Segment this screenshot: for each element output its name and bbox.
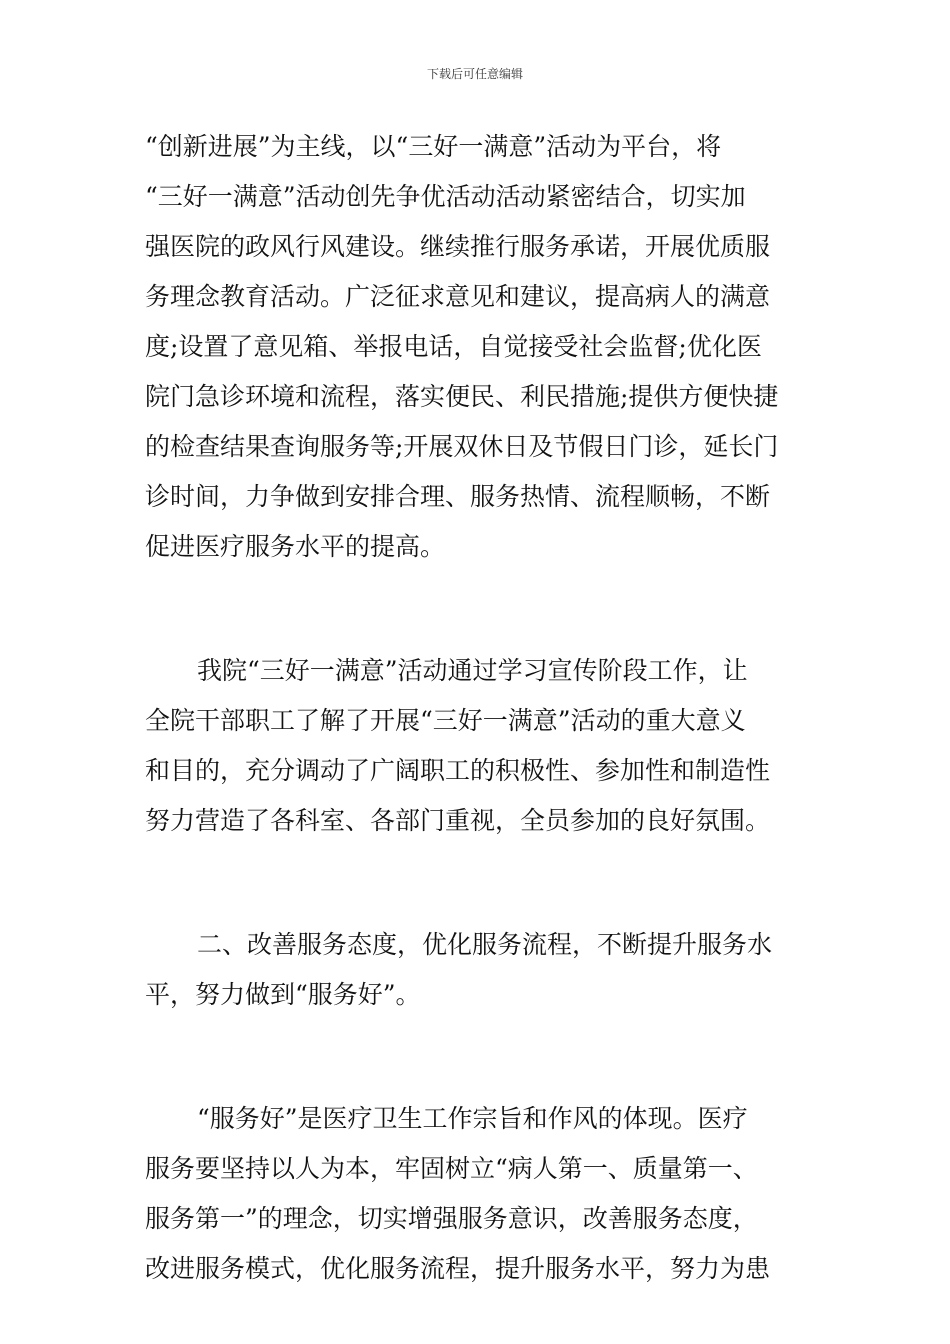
paragraph-spacer — [145, 1020, 810, 1094]
text-line: 服务要坚持以人为本，牢固树立“病人第一、质量第一、 — [145, 1154, 758, 1183]
paragraph-3-heading — [145, 920, 810, 1020]
paragraph-spacer — [145, 572, 810, 646]
text-line: 诊时间，力争做到安排合理、服务热情、流程顺畅，不断 — [145, 482, 771, 511]
paragraph-1 — [145, 122, 810, 572]
document-body — [145, 122, 810, 1294]
text-line: 服务第一”的理念，切实增强服务意识，改善服务态度， — [145, 1204, 758, 1233]
text-line: 改进服务模式，优化服务流程，提升服务水平，努力为患 — [145, 1254, 771, 1283]
text-line: “服务好”是医疗卫生工作宗旨和作风的体现。医疗 — [197, 1104, 748, 1133]
page-header: 下载后可任意编辑 — [426, 67, 523, 81]
paragraph-2 — [145, 646, 810, 846]
text-line: 全院干部职工了解了开展“三好一满意”活动的重大意义 — [145, 706, 746, 735]
text-line: 度;设置了意见箱、举报电话，自觉接受社会监督;优化医 — [145, 332, 762, 361]
text-line: 的检查结果查询服务等;开展双休日及节假日门诊，延长门 — [145, 432, 779, 461]
text-line: “三好一满意”活动创先争优活动活动紧密结合，切实加 — [145, 182, 746, 211]
paragraph-spacer — [145, 846, 810, 920]
text-line: 平，努力做到“服务好”。 — [145, 980, 421, 1009]
text-line: 务理念教育活动。广泛征求意见和建议，提高病人的满意 — [145, 282, 771, 311]
paragraph-4 — [145, 1094, 810, 1294]
text-line: 强医院的政风行风建设。继续推行服务承诺，开展优质服 — [145, 232, 771, 261]
text-line: 和目的，充分调动了广阔职工的积极性、参加性和制造性 — [145, 756, 771, 785]
text-line: 努力营造了各科室、各部门重视，全员参加的良好氛围。 — [145, 806, 771, 835]
text-line: 院门急诊环境和流程，落实便民、利民措施;提供方便快捷 — [145, 382, 779, 411]
text-line: 我院“三好一满意”活动通过学习宣传阶段工作，让 — [197, 656, 748, 685]
text-line: “创新进展”为主线，以“三好一满意”活动为平台，将 — [145, 132, 722, 161]
text-line: 二、改善服务态度，优化服务流程，不断提升服务水 — [197, 930, 773, 959]
text-line: 促进医疗服务水平的提高。 — [145, 532, 446, 561]
